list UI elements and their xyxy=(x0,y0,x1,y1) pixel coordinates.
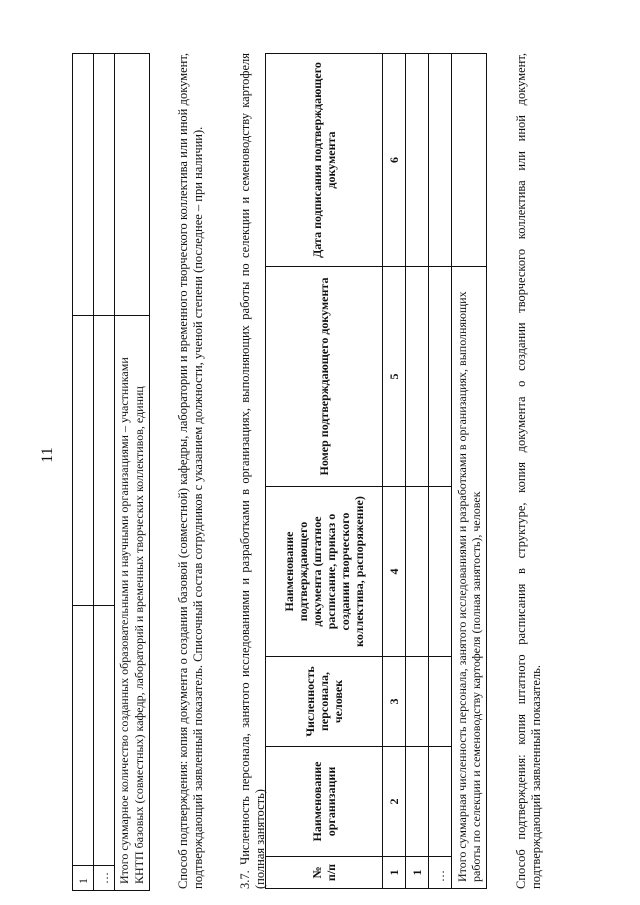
column-number: 2 xyxy=(383,747,406,857)
table-cell xyxy=(429,267,452,487)
column-header: Наименование подтверждающего документа (штатное расписание, приказ о создании творческого коллектива, распоряжение) xyxy=(266,487,383,657)
row-number: 1 xyxy=(73,866,94,891)
table-cell xyxy=(73,54,94,316)
total-value xyxy=(452,54,487,267)
row-number: … xyxy=(429,857,452,889)
personnel-table xyxy=(265,53,487,889)
table-cell xyxy=(406,487,429,657)
table-cell xyxy=(429,657,452,747)
table-cell xyxy=(429,54,452,267)
row-number: 1 xyxy=(406,857,429,889)
column-header: Номер подтверждающего документа xyxy=(266,267,383,487)
column-number: 4 xyxy=(383,487,406,657)
table-row xyxy=(429,54,452,889)
column-number: 5 xyxy=(383,267,406,487)
table-cell xyxy=(429,747,452,857)
column-number: 6 xyxy=(383,54,406,267)
table-cell xyxy=(406,657,429,747)
rotated-page-content xyxy=(60,0,580,905)
table-cell xyxy=(94,316,115,606)
table-cell xyxy=(94,54,115,316)
table-cell xyxy=(429,487,452,657)
table-row xyxy=(73,54,94,891)
summary-row xyxy=(115,54,150,891)
column-header: Наименование организации xyxy=(266,747,383,857)
column-header: Дата подписания подтверждающего документа xyxy=(266,54,383,267)
column-number: 3 xyxy=(383,657,406,747)
total-row xyxy=(452,54,487,889)
column-number: 1 xyxy=(383,857,406,889)
table-row xyxy=(94,54,115,891)
column-header: Численность персонала, человек xyxy=(266,657,383,747)
table-cell xyxy=(73,316,94,606)
total-label: Итого суммарная численность персонала, занятого исследованиями и разработками в организациях, выполняющих работы по селекции и семеноводству картофеля (полная занятость), человек xyxy=(452,267,487,889)
table-row xyxy=(406,54,429,889)
column-number-row xyxy=(383,54,406,889)
table-cell xyxy=(406,747,429,857)
summary-value xyxy=(115,54,150,316)
table-cell xyxy=(73,606,94,866)
page-number: 11 xyxy=(39,447,56,463)
table-cell xyxy=(94,606,115,866)
column-header: № п/п xyxy=(266,857,383,889)
table-cell xyxy=(406,54,429,267)
section-title: 3.7. Численность персонала, занятого исследованиями и разработками в организациях, выполняющих работы по селекции и семеноводству картофеля (полная занятость) xyxy=(238,53,267,889)
summary-label: Итого суммарное количество созданных образовательными и научными организациями – участниками КНТП базовых (совместных) кафедр, лабораторий и временных творческих коллективов, единиц xyxy=(115,316,150,891)
confirmation-method-1: Способ подтверждения: копия документа о создании базовой (совместной) кафедры, лаборатории и временного творческого коллектива или иной документ, подтверждающий заявленный показатель. Списочный состав сотрудников с указанием должности, ученой степени (последнее – при наличии). xyxy=(176,53,205,889)
row-number: … xyxy=(94,866,115,891)
table-cell xyxy=(406,267,429,487)
summary-table-top xyxy=(72,53,150,891)
header-row xyxy=(266,54,383,889)
confirmation-method-2: Способ подтверждения: копия штатного расписания в структуре, копия документа о создании творческого коллектива или иной документ, подтверждающий заявленный показатель. xyxy=(514,53,543,889)
